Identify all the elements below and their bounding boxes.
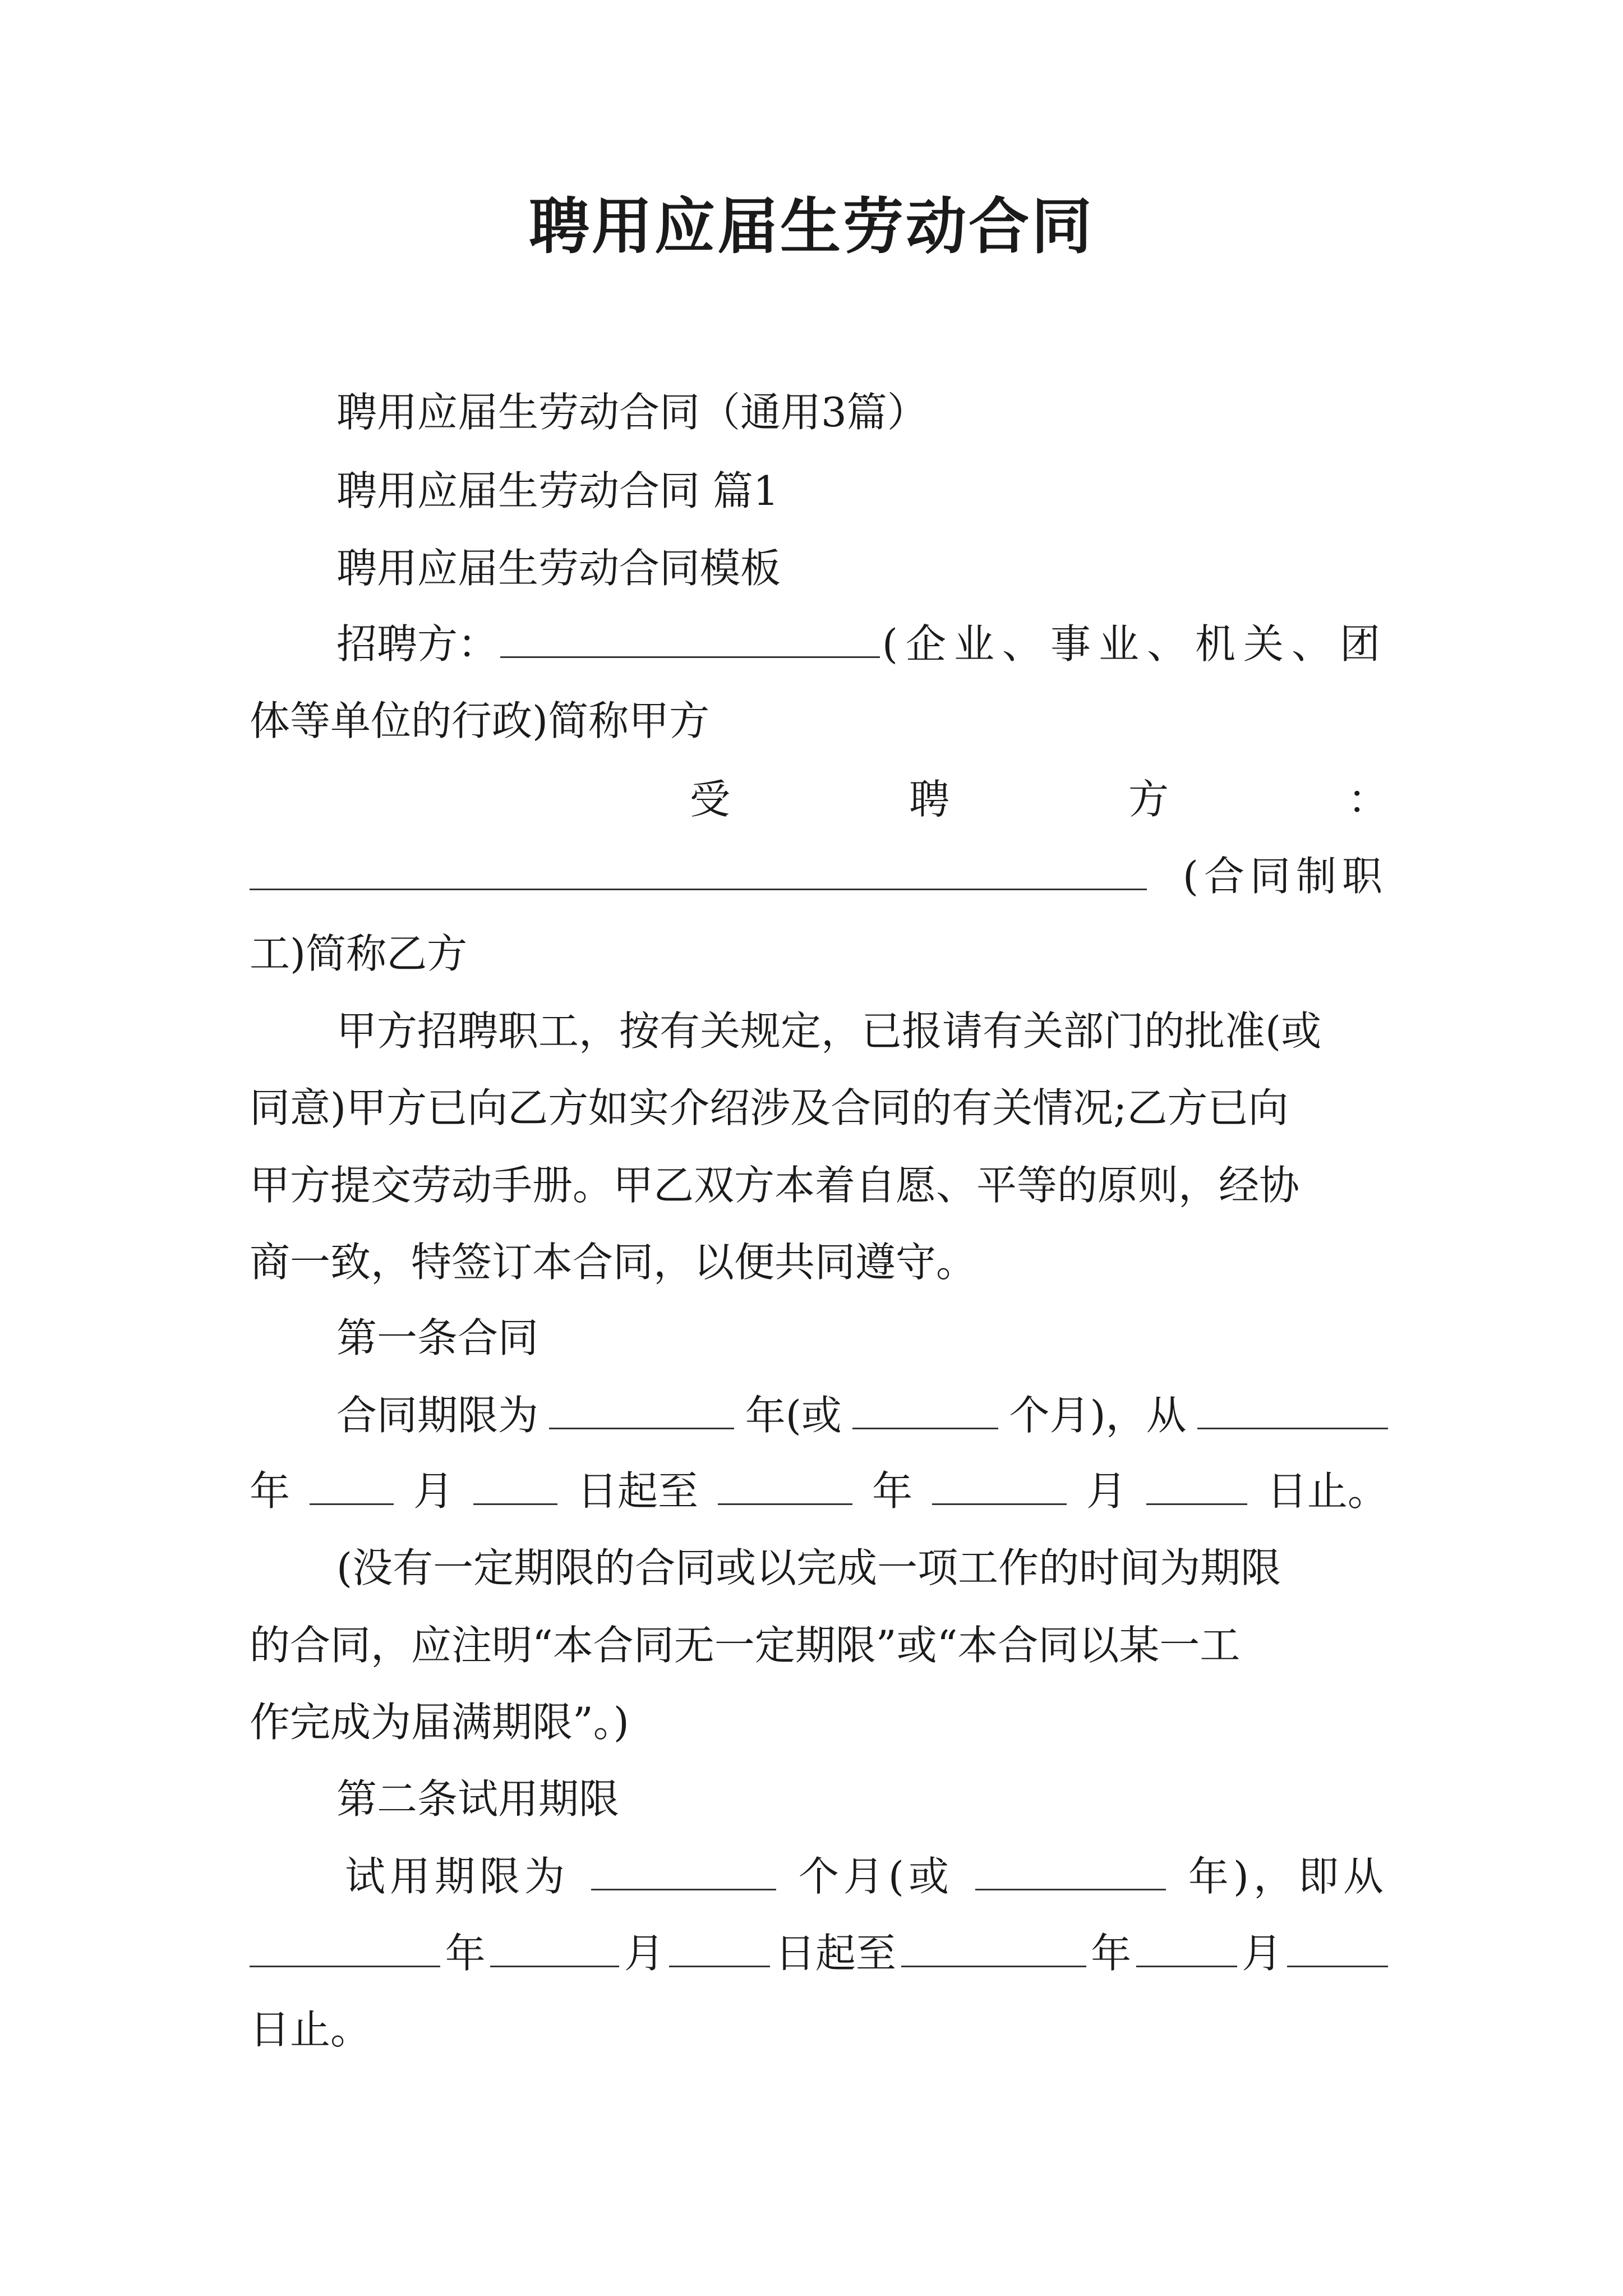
article2-month-label: 月 [624, 1930, 665, 1977]
employee-char-4: ： [1347, 776, 1388, 823]
para1-line1: 甲方招聘职工，按有关规定，已报请有关部门的批准(或 [336, 1007, 1322, 1055]
article2-term-label: 试用期限为 [345, 1853, 570, 1900]
para1-line4: 商一致，特签订本合同，以便共同遵守。 [250, 1239, 977, 1286]
section-heading: 聘用应届生劳动合同 篇1 [336, 467, 779, 514]
article2-year-from: 年)，即从 [1188, 1853, 1388, 1900]
article1-end-day-blank [1146, 1470, 1247, 1505]
article1-line2 [250, 1466, 1388, 1516]
article1-end-month-blank [932, 1470, 1067, 1505]
article2-line1 [345, 1851, 1388, 1902]
article1-end-year-label: 年 [872, 1467, 912, 1515]
article1-months-blank [852, 1394, 998, 1429]
article2-years-blank [975, 1855, 1166, 1890]
article1-term-label: 合同期限为 [336, 1392, 539, 1439]
article2-start-month-blank [490, 1932, 619, 1967]
document-title: 聘用应届生劳动合同 [528, 191, 1094, 262]
article1-start-day-blank [473, 1470, 557, 1505]
employee-note: (合同制职 [1182, 853, 1388, 900]
employee-label [690, 774, 1388, 825]
note-line2: 的合同，应注明“本合同无一定期限”或“本合同以某一工 [250, 1622, 1241, 1669]
employer-line [336, 619, 1388, 669]
employee-char-2: 聘 [909, 776, 949, 823]
article1-month-label: 月 [413, 1467, 454, 1515]
note-line1: (没有一定期限的合同或以完成一项工作的时间为期限 [336, 1544, 1281, 1591]
employee-char-3: 方 [1128, 776, 1169, 823]
article2-line3: 日止。 [250, 2006, 371, 2053]
article2-end-day-blank [1287, 1932, 1388, 1967]
article1-start-month-blank [310, 1470, 394, 1505]
subtitle: 聘用应届生劳动合同（通用3篇） [336, 389, 928, 436]
article2-year-label: 年 [445, 1930, 486, 1977]
article1-from-label: 日起至 [577, 1467, 698, 1515]
employer-label: 招聘方： [336, 620, 499, 668]
article2-heading: 第二条试用期限 [336, 1775, 620, 1823]
employer-note-cont: 体等单位的行政)简称甲方 [250, 697, 710, 744]
article2-month-or: 个月(或 [798, 1853, 953, 1900]
employee-note-cont: 工)简称乙方 [250, 930, 468, 977]
note-line3: 作完成为届满期限”。) [250, 1699, 629, 1746]
article1-line1 [336, 1390, 1388, 1441]
article2-end-year-blank [901, 1932, 1086, 1967]
employer-note: (企业、事业、机关、团 [882, 620, 1388, 668]
article2-line2 [250, 1928, 1388, 1978]
employer-blank [500, 623, 880, 658]
employee-blank [250, 855, 1147, 890]
template-heading: 聘用应届生劳动合同模板 [336, 545, 781, 592]
article1-years-blank [549, 1394, 734, 1429]
para1-line3: 甲方提交劳动手册。甲乙双方本着自愿、平等的原则，经协 [250, 1162, 1300, 1209]
article2-start-day-blank [669, 1932, 770, 1967]
article1-end-month-label: 月 [1086, 1467, 1127, 1515]
employee-char-1: 受 [690, 776, 731, 823]
article1-end-label: 日止。 [1266, 1467, 1388, 1515]
article2-start-year-blank [250, 1932, 440, 1967]
article1-month-from: 个月)，从 [1009, 1392, 1187, 1439]
article1-end-year-blank [718, 1470, 852, 1505]
article1-year-or: 年(或 [745, 1392, 842, 1439]
article1-start-year-blank [1197, 1394, 1388, 1429]
article2-months-blank [591, 1855, 776, 1890]
article2-from-label: 日起至 [774, 1930, 896, 1977]
article1-year-label: 年 [250, 1467, 291, 1515]
article2-end-month-label: 月 [1242, 1930, 1283, 1977]
para1-line2: 同意)甲方已向乙方如实介绍涉及合同的有关情况;乙方已向 [250, 1084, 1289, 1131]
article1-heading: 第一条合同 [336, 1314, 539, 1361]
article2-end-year-label: 年 [1091, 1930, 1132, 1977]
article2-end-month-blank [1136, 1932, 1237, 1967]
employee-line [250, 851, 1388, 901]
